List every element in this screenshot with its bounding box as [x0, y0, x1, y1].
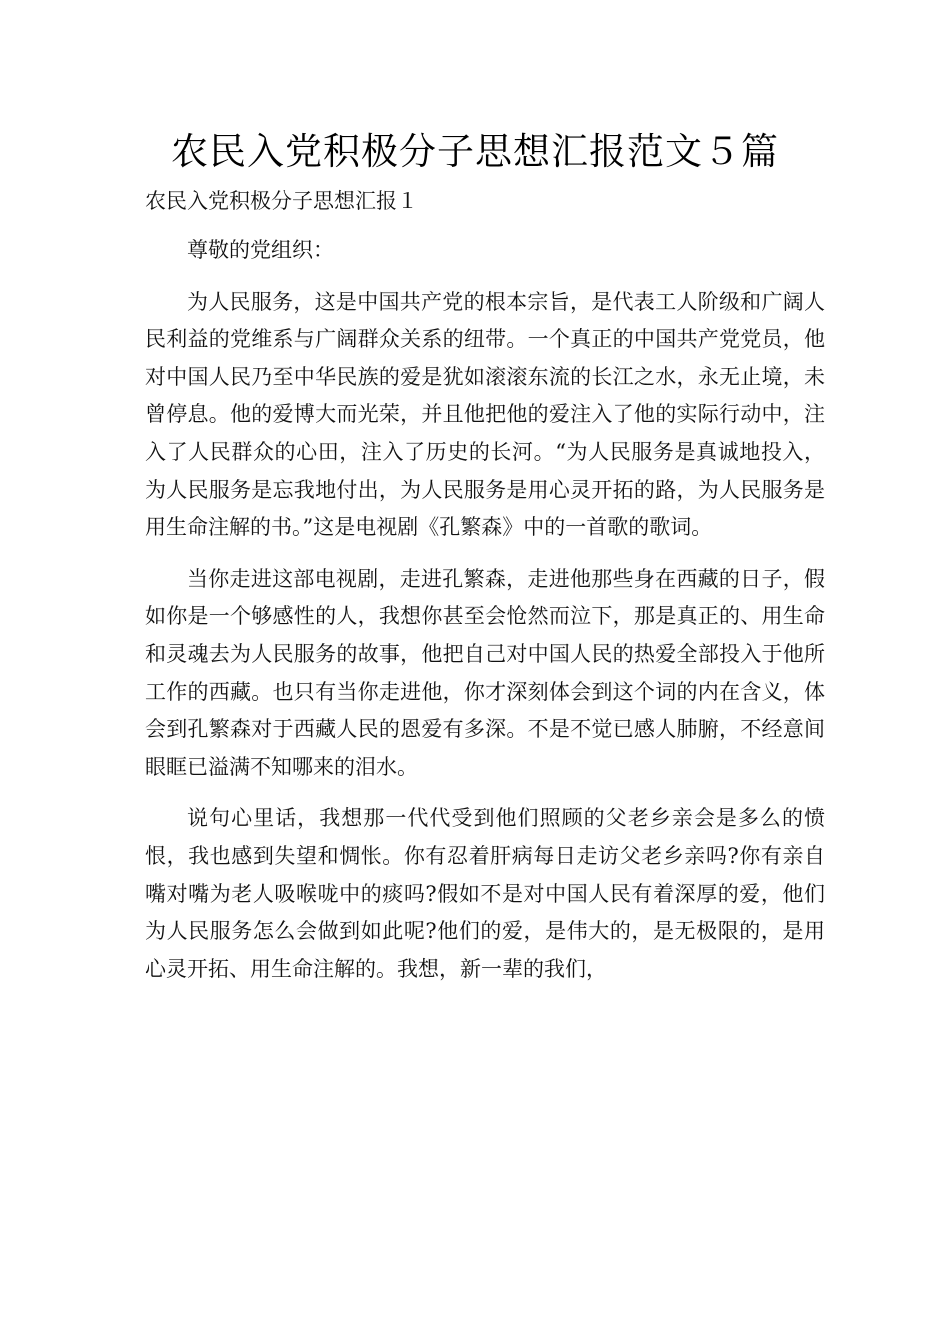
paragraph-1: 为人民服务，这是中国共产党的根本宗旨，是代表工人阶级和广阔人民利益的党维系与广阔群众关系的纽带。一个真正的中国共产党党员，他对中国人民乃至中华民族的爱是犹如滚滚东流的长江之水，永无止境，未曾停息。他的爱博大而光荣，并且他把他的爱注入了他的实际行动中，注入了人民群众的心田，注入了历史的长河。“为人民服务是真诚地投入，为人民服务是忘我地付出，为人民服务是用心灵开拓的路，为人民服务是用生命注解的书。”这是电视剧《孔繁森》中的一首歌的歌词。	[145, 289, 825, 540]
paragraph-2: 当你走进这部电视剧，走进孔繁森，走进他那些身在西藏的日子，假如你是一个够感性的人，我想你甚至会怆然而泣下，那是真正的、用生命和灵魂去为人民服务的故事，他把自己对中国人民的热爱全部投入于他所工作的西藏。也只有当你走进他，你才深刻体会到这个词的内在含义，体会到孔繁森对于西藏人民的恩爱有多深。不是不觉已感人肺腑，不经意间眼眶已溢满不知哪来的泪水。	[145, 566, 825, 779]
document-subtitle: 农民入党积极分子思想汇报１	[145, 189, 418, 213]
document-body	[145, 232, 825, 988]
paragraph-3: 说句心里话，我想那一代代受到他们照顾的父老乡亲会是多么的愤恨，我也感到失望和惆怅。你有忍着肝病每日走访父老乡亲吗?你有亲自嘴对嘴为老人吸喉咙中的痰吗?假如不是对中国人民有着深厚的爱，他们为人民服务怎么会做到如此呢?他们的爱，是伟大的，是无极限的，是用心灵开拓、用生命注解的。我想，新一辈的我们，	[145, 806, 825, 981]
salutation: 尊敬的党组织：	[187, 238, 334, 262]
document-title: 农民入党积极分子思想汇报范文５篇	[171, 130, 779, 173]
